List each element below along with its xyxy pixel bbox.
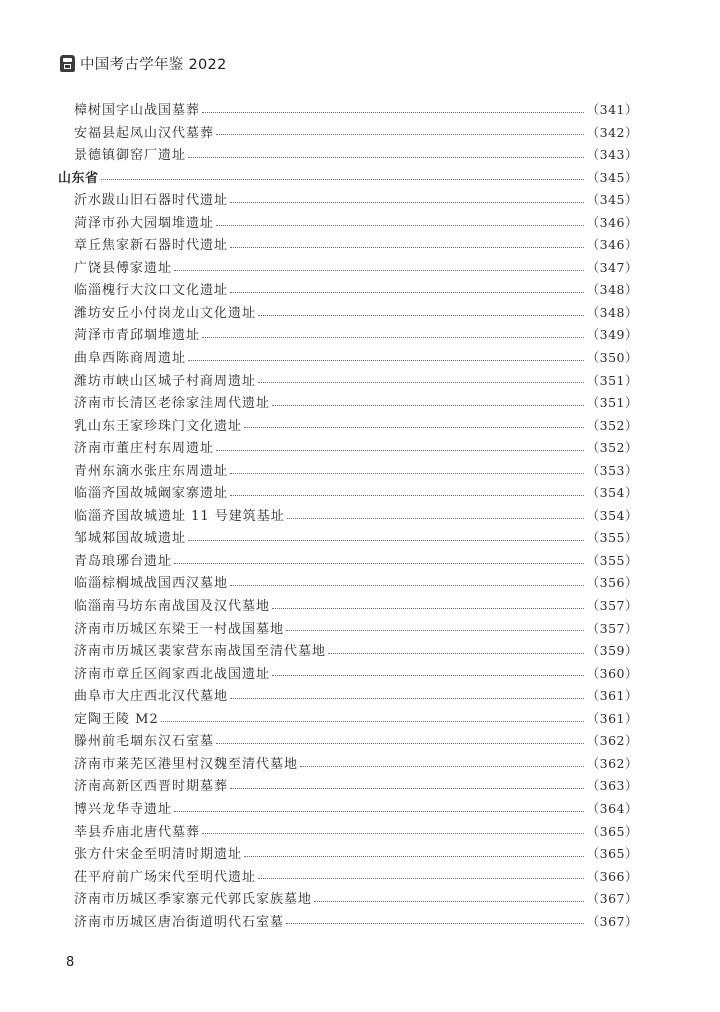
toc-entry[interactable]: [58, 753, 638, 776]
toc-entry-title: 济南市历城区裴家营东南战国至清代墓地: [74, 644, 327, 660]
toc-entry[interactable]: [58, 189, 638, 212]
dot-leader: [272, 607, 584, 609]
toc-entry-page: （367）: [586, 913, 638, 929]
toc-entry-title: 菏泽市孙大园堌堆遗址: [74, 215, 215, 231]
toc-entry[interactable]: [58, 302, 638, 325]
toc-entry-page: （347）: [586, 259, 638, 275]
toc-entry-title: 临淄齐国故城阚家寨遗址: [74, 486, 229, 502]
dot-leader: [202, 111, 584, 113]
dot-leader: [230, 472, 584, 474]
toc-entry[interactable]: [58, 685, 638, 708]
dot-leader: [244, 855, 584, 857]
toc-entry[interactable]: [58, 347, 638, 370]
toc-entry[interactable]: [58, 775, 638, 798]
toc-entry-title: 临淄棕榈城战国西汉墓地: [74, 576, 229, 592]
toc-entry-title: 济南市莱芜区港里村汉魏至清代墓地: [74, 756, 299, 772]
toc-entry-page: （343）: [586, 147, 638, 163]
toc-entry-title: 济南市董庄村东周遗址: [74, 441, 215, 457]
toc-entry-page: （345）: [586, 192, 638, 208]
dot-leader: [188, 156, 584, 158]
header-title: 中国考古学年鉴 2022: [80, 56, 227, 73]
toc-entry-page: （341）: [586, 102, 638, 117]
dot-leader: [272, 404, 584, 406]
dot-leader: [174, 562, 584, 564]
toc-entry-page: （350）: [586, 350, 638, 366]
dot-leader: [174, 269, 584, 271]
toc-entry-title: 临淄齐国故城遗址 11 号建筑基址: [74, 508, 285, 524]
toc-entry[interactable]: [58, 212, 638, 235]
toc-entry-title: 乳山东王家珍珠门文化遗址: [74, 418, 243, 434]
toc-entry[interactable]: [58, 257, 638, 280]
toc-entry-title: 沂水跋山旧石器时代遗址: [74, 193, 229, 209]
dot-leader: [174, 810, 584, 812]
toc-entry-title: 潍坊市峡山区城子村商周遗址: [74, 373, 257, 389]
dot-leader: [230, 201, 584, 203]
toc-entry[interactable]: [58, 888, 638, 911]
dot-leader: [314, 900, 584, 902]
toc-entry-page: （359）: [586, 643, 638, 659]
dot-leader: [188, 359, 584, 361]
dot-leader: [244, 426, 584, 428]
dot-leader: [202, 336, 584, 338]
dot-leader: [328, 652, 584, 654]
toc-entry-title: 樟树国字山战国墓葬: [74, 103, 201, 118]
toc-entry-page: （367）: [586, 891, 638, 907]
toc-entry-page: （355）: [586, 530, 638, 546]
dot-leader: [272, 674, 584, 676]
toc-entry-title: 安福县起凤山汉代墓葬: [74, 125, 215, 141]
toc-entry-page: （346）: [586, 237, 638, 253]
toc-entry-title: 张方什宋金至明清时期遗址: [74, 847, 243, 863]
toc-entry[interactable]: [58, 618, 638, 641]
toc-entry-title: 莘县乔庙北唐代墓葬: [74, 824, 201, 840]
toc-entry[interactable]: [58, 911, 638, 934]
toc-entry-page: （352）: [586, 440, 638, 456]
toc-entry-page: （342）: [586, 124, 638, 140]
toc-entry[interactable]: [58, 730, 638, 753]
toc-entry[interactable]: [58, 595, 638, 618]
toc-entry[interactable]: [58, 392, 638, 415]
dot-leader: [287, 517, 584, 519]
toc-entry-title: 滕州前毛堌东汉石室墓: [74, 734, 215, 750]
toc-entry-page: （355）: [586, 552, 638, 568]
toc-entry-title: 曲阜市大庄西北汉代墓地: [74, 689, 229, 705]
dot-leader: [286, 629, 584, 631]
dot-leader: [258, 381, 584, 383]
toc-entry-title: 济南市历城区季家寨元代郭氏家族墓地: [74, 892, 313, 908]
toc-entry[interactable]: [58, 843, 638, 866]
toc-entry-page: （365）: [586, 846, 638, 862]
toc-entry-page: （362）: [586, 755, 638, 771]
dot-leader: [216, 133, 584, 135]
toc-entry[interactable]: [58, 99, 638, 122]
toc-entry-page: （361）: [586, 710, 638, 726]
toc-entry-page: （357）: [586, 598, 638, 614]
table-of-contents: [58, 99, 638, 933]
toc-entry-page: （354）: [586, 485, 638, 501]
toc-entry-title: 茌平府前广场宋代至明代遗址: [74, 869, 257, 885]
dot-leader: [216, 224, 584, 226]
dot-leader: [202, 832, 584, 834]
toc-entry-page: （352）: [586, 417, 638, 433]
toc-entry[interactable]: [58, 370, 638, 393]
toc-entry[interactable]: [58, 572, 638, 595]
page-number: 8: [66, 955, 75, 970]
running-header: [60, 52, 227, 74]
dot-leader: [188, 539, 584, 541]
toc-entry[interactable]: [58, 437, 638, 460]
dot-leader: [230, 494, 584, 496]
toc-entry[interactable]: [58, 708, 638, 731]
toc-entry[interactable]: [58, 122, 638, 145]
toc-entry[interactable]: [58, 798, 638, 821]
toc-entry-page: （351）: [586, 395, 638, 411]
toc-entry-title: 广饶县傅家遗址: [74, 260, 173, 276]
toc-entry-title: 章丘焦家新石器时代遗址: [74, 238, 229, 254]
toc-entry[interactable]: [58, 460, 638, 483]
toc-entry-title: 邹城邾国故城遗址: [74, 531, 187, 547]
toc-entry-title: 博兴龙华寺遗址: [74, 801, 173, 817]
toc-entry[interactable]: [58, 866, 638, 889]
dot-leader: [258, 314, 584, 316]
toc-entry-title: 济南市章丘区阎家西北战国遗址: [74, 666, 271, 682]
toc-entry-title: 景德镇御窑厂遗址: [74, 148, 187, 164]
toc-entry[interactable]: [58, 550, 638, 573]
toc-entry-page: （349）: [586, 327, 638, 343]
toc-entry[interactable]: [58, 324, 638, 347]
toc-entry-page: （362）: [586, 733, 638, 749]
toc-entry-page: （361）: [586, 688, 638, 704]
toc-entry[interactable]: [58, 279, 638, 302]
toc-entry[interactable]: [58, 505, 638, 528]
toc-entry[interactable]: [58, 144, 638, 167]
dot-leader: [101, 178, 584, 180]
toc-entry-page: （346）: [586, 214, 638, 230]
dot-leader: [161, 720, 584, 722]
toc-entry-title: 济南市历城区唐冶街道明代石室墓: [74, 914, 285, 930]
toc-entry-title: 临淄槐行大汶口文化遗址: [74, 283, 229, 299]
toc-entry-page: （365）: [586, 823, 638, 839]
toc-entry-title: 青州东滴水张庄东周遗址: [74, 463, 229, 479]
toc-entry-title: 潍坊安丘小付岗龙山文化遗址: [74, 305, 257, 321]
toc-entry[interactable]: [58, 663, 638, 686]
toc-entry-title: 菏泽市青邱堌堆遗址: [74, 328, 201, 344]
toc-entry-page: （353）: [586, 462, 638, 478]
toc-entry-title: 济南市历城区东梁王一村战国墓地: [74, 621, 285, 637]
toc-entry-page: （366）: [586, 868, 638, 884]
toc-entry[interactable]: [58, 527, 638, 550]
toc-entry-page: （364）: [586, 800, 638, 816]
toc-entry-page: （356）: [586, 575, 638, 591]
dot-leader: [230, 246, 584, 248]
dot-leader: [230, 697, 584, 699]
toc-entry-title: 定陶王陵 M2: [74, 711, 159, 727]
toc-section-heading[interactable]: [58, 167, 638, 190]
toc-entry-page: （351）: [586, 372, 638, 388]
toc-entry[interactable]: [58, 415, 638, 438]
toc-entry[interactable]: [58, 640, 638, 663]
yearbook-logo-icon: [60, 55, 75, 72]
dot-leader: [300, 765, 584, 767]
toc-entry-page: （363）: [586, 778, 638, 794]
toc-entry[interactable]: [58, 482, 638, 505]
toc-entry-page: （360）: [586, 665, 638, 681]
dot-leader: [216, 742, 584, 744]
toc-entry[interactable]: [58, 234, 638, 257]
dot-leader: [230, 584, 584, 586]
dot-leader: [230, 787, 584, 789]
toc-entry-title: 临淄南马坊东南战国及汉代墓地: [74, 599, 271, 615]
toc-entry-title: 青岛琅琊台遗址: [74, 553, 173, 569]
toc-entry-page: （357）: [586, 620, 638, 636]
dot-leader: [258, 877, 584, 879]
toc-entry-title: 曲阜西陈商周遗址: [74, 351, 187, 367]
toc-entry-page: （354）: [586, 507, 638, 523]
toc-entry-title: 济南市长清区老徐家洼周代遗址: [74, 396, 271, 412]
toc-entry-title: 山东省: [58, 170, 99, 186]
toc-entry-page: （348）: [586, 304, 638, 320]
dot-leader: [286, 922, 584, 924]
toc-entry[interactable]: [58, 821, 638, 844]
dot-leader: [230, 291, 584, 293]
dot-leader: [216, 449, 584, 451]
toc-entry-title: 济南高新区西晋时期墓葬: [74, 779, 229, 795]
toc-entry-page: （348）: [586, 282, 638, 298]
toc-entry-page: （345）: [586, 169, 638, 185]
